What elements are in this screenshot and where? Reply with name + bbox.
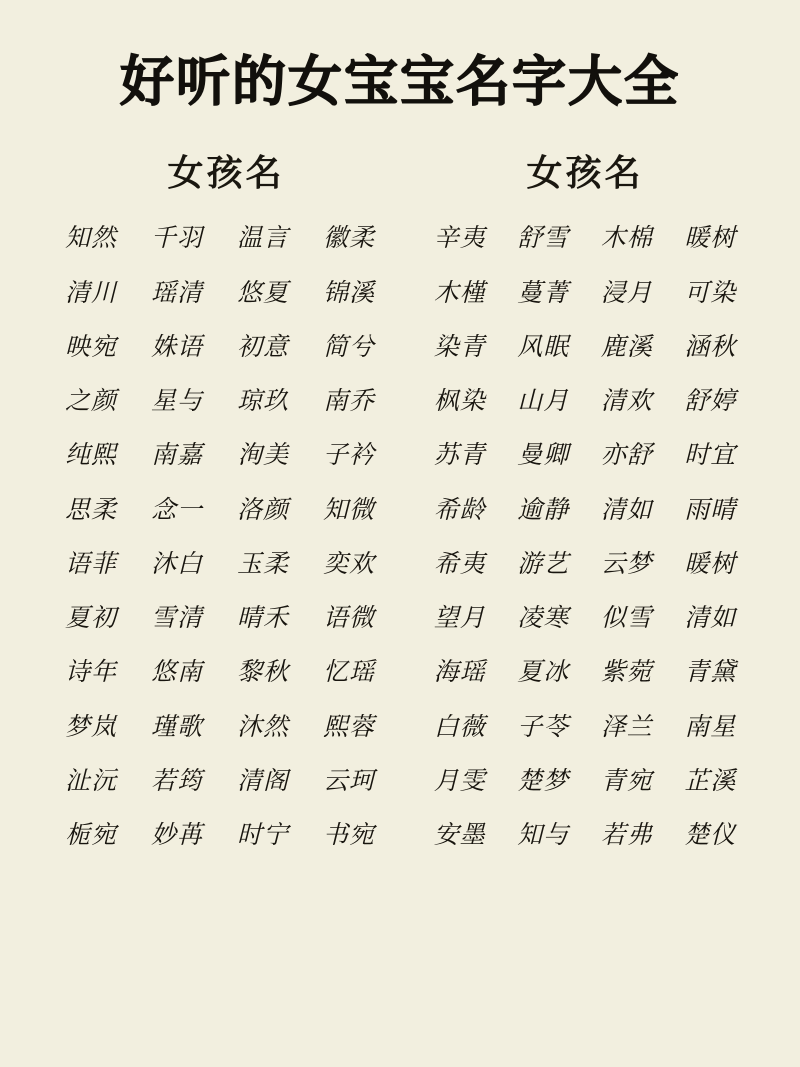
name-item: 玉柔 (236, 548, 289, 578)
name-item: 子衿 (322, 440, 375, 470)
name-item: 锦溪 (322, 277, 375, 307)
name-item: 蔓菁 (517, 277, 570, 307)
name-item: 之颜 (64, 386, 117, 416)
name-item: 沐然 (236, 711, 289, 741)
name-item: 可染 (684, 277, 737, 307)
name-grid-right (400, 222, 760, 850)
name-item: 望月 (433, 603, 486, 633)
name-item: 希龄 (433, 494, 486, 524)
name-item: 雪清 (150, 603, 203, 633)
name-item: 洵美 (236, 440, 289, 470)
name-item: 楚梦 (517, 765, 570, 795)
name-item: 清川 (64, 277, 117, 307)
name-item: 语菲 (64, 548, 117, 578)
name-item: 悠南 (150, 657, 203, 687)
name-item: 南乔 (322, 386, 375, 416)
name-item: 涵秋 (684, 331, 737, 361)
name-item: 鹿溪 (600, 331, 653, 361)
name-item: 知微 (322, 494, 375, 524)
name-item: 舒婷 (684, 386, 737, 416)
name-item: 徽柔 (322, 223, 375, 253)
name-item: 苏青 (433, 440, 486, 470)
name-item: 南星 (684, 711, 737, 741)
name-item: 黎秋 (236, 657, 289, 687)
name-item: 风眠 (517, 331, 570, 361)
name-item: 辛夷 (433, 223, 486, 253)
name-item: 子苓 (517, 711, 570, 741)
name-item: 暖树 (684, 223, 737, 253)
name-item: 知然 (64, 223, 117, 253)
column-left (40, 145, 400, 850)
name-item: 奕欢 (322, 548, 375, 578)
name-item: 南嘉 (150, 440, 203, 470)
name-item: 凌寒 (517, 603, 570, 633)
name-columns (0, 145, 800, 850)
name-item: 雨晴 (684, 494, 737, 524)
name-item: 山月 (517, 386, 570, 416)
name-item: 念一 (150, 494, 203, 524)
name-item: 温言 (236, 223, 289, 253)
name-item: 紫菀 (600, 657, 653, 687)
name-item: 熙蓉 (322, 711, 375, 741)
name-item: 游艺 (517, 548, 570, 578)
name-item: 清阁 (236, 765, 289, 795)
name-item: 清如 (600, 494, 653, 524)
name-item: 海瑶 (433, 657, 486, 687)
name-item: 洛颜 (236, 494, 289, 524)
name-item: 书宛 (322, 820, 375, 850)
name-item: 白薇 (433, 711, 486, 741)
name-item: 若筠 (150, 765, 203, 795)
name-item: 木槿 (433, 277, 486, 307)
name-item: 时宜 (684, 440, 737, 470)
name-item: 希夷 (433, 548, 486, 578)
name-item: 晴禾 (236, 603, 289, 633)
name-item: 瑶清 (150, 277, 203, 307)
name-item: 纯熙 (64, 440, 117, 470)
name-item: 木棉 (600, 223, 653, 253)
name-item: 枫染 (433, 386, 486, 416)
name-item: 忆瑶 (322, 657, 375, 687)
name-item: 妙苒 (150, 820, 203, 850)
name-item: 映宛 (64, 331, 117, 361)
name-grid-left (40, 222, 400, 850)
name-item: 梦岚 (64, 711, 117, 741)
name-item: 浸月 (600, 277, 653, 307)
name-item: 亦舒 (600, 440, 653, 470)
name-item: 月雯 (433, 765, 486, 795)
name-item: 思柔 (64, 494, 117, 524)
name-item: 诗年 (64, 657, 117, 687)
name-item: 时宁 (236, 820, 289, 850)
name-item: 清如 (684, 603, 737, 633)
page-title: 好听的女宝宝名字大全 (120, 49, 680, 113)
name-item: 沚沅 (64, 765, 117, 795)
name-item: 初意 (236, 331, 289, 361)
name-item: 似雪 (600, 603, 653, 633)
name-item: 云珂 (322, 765, 375, 795)
name-item: 若弗 (600, 820, 653, 850)
name-item: 云梦 (600, 548, 653, 578)
name-item: 泽兰 (600, 711, 653, 741)
name-item: 沐白 (150, 548, 203, 578)
name-item: 简兮 (322, 331, 375, 361)
name-item: 知与 (517, 820, 570, 850)
column-right-heading: 女孩名 (526, 152, 644, 195)
name-item: 安墨 (433, 820, 486, 850)
name-item: 青黛 (684, 657, 737, 687)
name-item: 姝语 (150, 331, 203, 361)
name-item: 舒雪 (517, 223, 570, 253)
name-item: 楚仪 (684, 820, 737, 850)
column-right (400, 145, 760, 850)
name-item: 千羽 (150, 223, 203, 253)
name-item: 语微 (322, 603, 375, 633)
name-item: 悠夏 (236, 277, 289, 307)
name-item: 琼玖 (236, 386, 289, 416)
name-item: 栀宛 (64, 820, 117, 850)
name-item: 青宛 (600, 765, 653, 795)
name-item: 染青 (433, 331, 486, 361)
name-item: 星与 (150, 386, 203, 416)
name-item: 夏初 (64, 603, 117, 633)
column-left-heading: 女孩名 (167, 152, 285, 195)
name-item: 芷溪 (684, 765, 737, 795)
name-item: 逾静 (517, 494, 570, 524)
name-item: 暖树 (684, 548, 737, 578)
name-item: 清欢 (600, 386, 653, 416)
name-item: 夏冰 (517, 657, 570, 687)
name-item: 曼卿 (517, 440, 570, 470)
name-item: 瑾歌 (150, 711, 203, 741)
